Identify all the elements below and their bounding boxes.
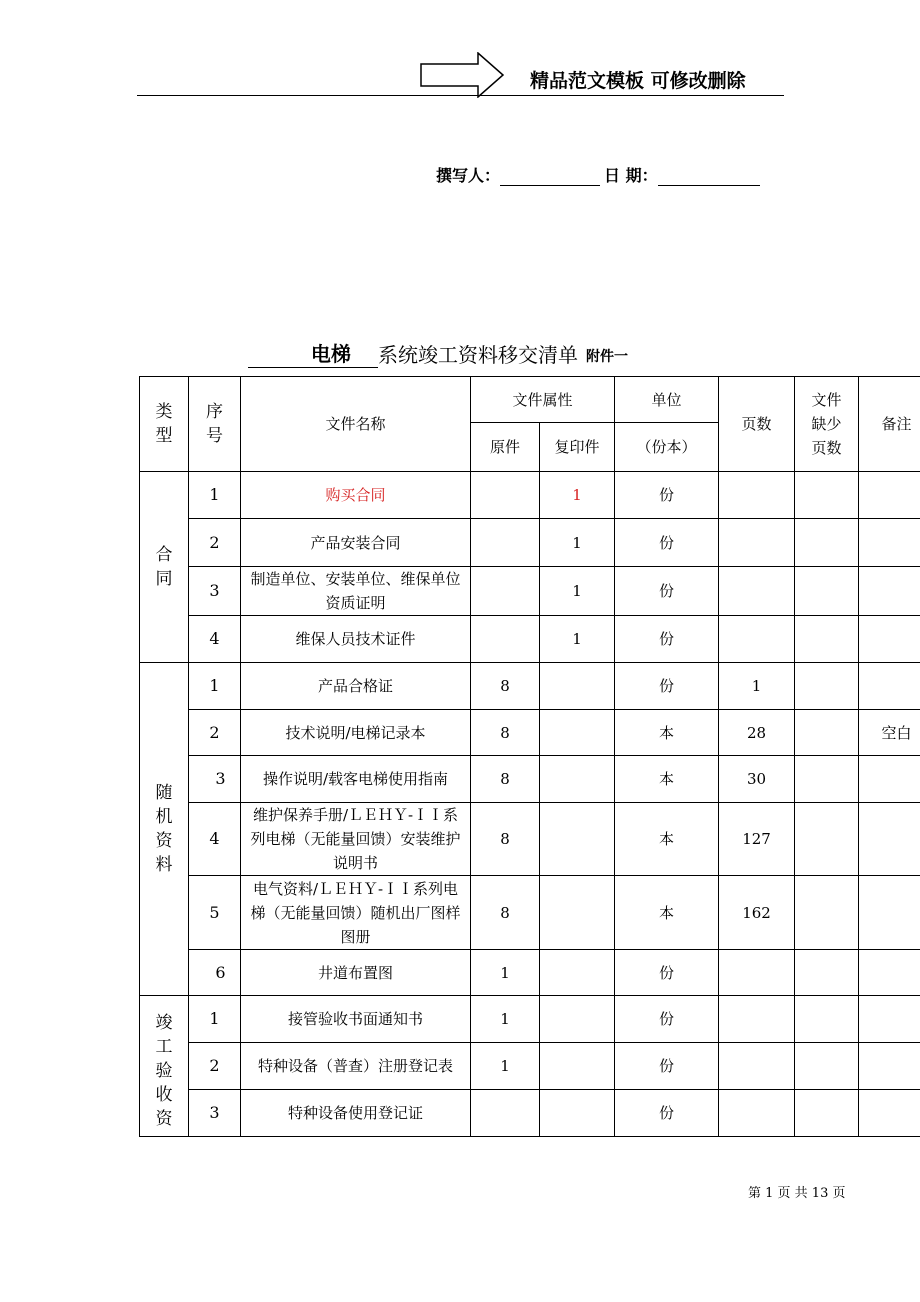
name-cell: 技术说明/电梯记录本 — [241, 710, 471, 756]
unit-cell: 本 — [615, 710, 719, 756]
pages-cell: 127 — [719, 803, 795, 876]
name-cell: 接管验收书面通知书 — [241, 996, 471, 1043]
pages-cell: 162 — [719, 876, 795, 950]
table-row — [140, 567, 920, 616]
original-cell — [471, 472, 540, 519]
name-cell: 产品安装合同 — [241, 519, 471, 567]
pages-cell — [719, 950, 795, 996]
remark-cell — [859, 567, 920, 616]
seq-cell: 1 — [189, 472, 241, 519]
name-cell: 电气资料/ＬＥＨＹ-ＩＩ系列电梯（无能量回馈）随机出厂图样图册 — [241, 876, 471, 950]
seq-cell: 3 — [189, 1090, 241, 1137]
table-row — [140, 756, 920, 803]
missing-cell — [795, 616, 859, 663]
missing-cell — [795, 663, 859, 710]
seq-cell: 1 — [189, 663, 241, 710]
title-prefix-underline — [248, 338, 378, 368]
pages-cell: 1 — [719, 663, 795, 710]
unit-cell: 份 — [615, 996, 719, 1043]
header-banner: 精品范文模板 可修改删除 — [530, 70, 746, 92]
pages-cell: 30 — [719, 756, 795, 803]
seq-cell: 4 — [189, 803, 241, 876]
copy-cell — [540, 1043, 615, 1090]
original-cell: 8 — [471, 803, 540, 876]
table-row — [140, 1043, 920, 1090]
title-suffix: 附件一 — [586, 349, 628, 365]
missing-cell — [795, 996, 859, 1043]
original-cell — [471, 567, 540, 616]
copy-cell — [540, 950, 615, 996]
category-label: 合同 — [155, 545, 173, 589]
seq-cell: 2 — [189, 1043, 241, 1090]
original-cell — [471, 1090, 540, 1137]
copy-cell — [540, 996, 615, 1043]
missing-cell — [795, 756, 859, 803]
header-remark: 备注 — [859, 377, 920, 472]
missing-cell — [795, 950, 859, 996]
remark-cell — [859, 756, 920, 803]
unit-cell: 份 — [615, 519, 719, 567]
original-cell: 8 — [471, 756, 540, 803]
copy-cell — [540, 710, 615, 756]
category-label: 随机资料 — [155, 783, 173, 875]
table-row — [140, 710, 920, 756]
missing-cell — [795, 1090, 859, 1137]
seq-cell: 3 — [189, 756, 241, 803]
copy-cell: 1 — [540, 519, 615, 567]
seq-cell: 6 — [189, 950, 241, 996]
page-footer: 第 1 页 共 13 页 — [748, 1186, 846, 1201]
header-unit: 单位 — [615, 377, 719, 423]
seq-cell: 1 — [189, 996, 241, 1043]
header-copy: 复印件 — [540, 423, 615, 472]
name-cell: 井道布置图 — [241, 950, 471, 996]
table-row — [140, 519, 920, 567]
pages-cell: 28 — [719, 710, 795, 756]
header-original: 原件 — [471, 423, 540, 472]
header-category: 类型 — [140, 377, 189, 472]
category-label: 竣工验收资 — [155, 1013, 173, 1129]
original-cell: 1 — [471, 950, 540, 996]
copy-cell: 1 — [540, 567, 615, 616]
name-cell: 特种设备（普查）注册登记表 — [241, 1043, 471, 1090]
missing-cell — [795, 710, 859, 756]
unit-cell: 份 — [615, 567, 719, 616]
original-cell: 8 — [471, 663, 540, 710]
transfer-list-table — [139, 376, 920, 1137]
pages-cell — [719, 472, 795, 519]
table-row — [140, 950, 920, 996]
original-cell — [471, 616, 540, 663]
name-cell: 特种设备使用登记证 — [241, 1090, 471, 1137]
remark-cell — [859, 803, 920, 876]
table-row — [140, 472, 920, 519]
header-seq: 序号 — [189, 377, 241, 472]
remark-cell — [859, 616, 920, 663]
original-cell: 1 — [471, 1043, 540, 1090]
seq-cell: 4 — [189, 616, 241, 663]
original-cell: 8 — [471, 710, 540, 756]
unit-cell: 份 — [615, 1043, 719, 1090]
header-row-1 — [140, 377, 920, 423]
author-label: 撰写人： — [436, 166, 501, 185]
remark-cell — [859, 472, 920, 519]
missing-cell — [795, 567, 859, 616]
original-cell — [471, 519, 540, 567]
title-main: 系统竣工资料移交清单 — [378, 343, 578, 367]
unit-cell: 份 — [615, 616, 719, 663]
seq-cell: 5 — [189, 876, 241, 950]
document-title — [248, 338, 628, 368]
table-row — [140, 616, 920, 663]
pages-cell — [719, 1090, 795, 1137]
arrow-right-icon — [420, 52, 504, 98]
category-cell — [140, 472, 189, 663]
header-unit-sub: （份本） — [615, 423, 719, 472]
table-row — [140, 876, 920, 950]
category-cell — [140, 663, 189, 996]
pages-cell — [719, 1043, 795, 1090]
remark-cell — [859, 950, 920, 996]
name-cell: 购买合同 — [241, 472, 471, 519]
unit-cell: 本 — [615, 803, 719, 876]
copy-cell — [540, 803, 615, 876]
table-row — [140, 803, 920, 876]
name-cell: 操作说明/载客电梯使用指南 — [241, 756, 471, 803]
header-missing: 文件缺少页数 — [795, 377, 859, 472]
header-name: 文件名称 — [241, 377, 471, 472]
remark-cell — [859, 876, 920, 950]
missing-cell — [795, 876, 859, 950]
table-row — [140, 663, 920, 710]
name-cell: 制造单位、安装单位、维保单位资质证明 — [241, 567, 471, 616]
remark-cell — [859, 519, 920, 567]
table-row — [140, 1090, 920, 1137]
pages-cell — [719, 996, 795, 1043]
remark-cell — [859, 1043, 920, 1090]
remark-cell — [859, 996, 920, 1043]
copy-cell: 1 — [540, 616, 615, 663]
copy-cell — [540, 1090, 615, 1137]
unit-cell: 本 — [615, 876, 719, 950]
copy-cell — [540, 876, 615, 950]
copy-cell — [540, 756, 615, 803]
unit-cell: 份 — [615, 663, 719, 710]
author-date-line — [436, 160, 760, 186]
original-cell: 8 — [471, 876, 540, 950]
header-pages: 页数 — [719, 377, 795, 472]
author-blank — [500, 165, 600, 186]
title-prefix: 电梯 — [310, 342, 351, 366]
name-cell: 维护保养手册/ＬＥＨＹ-ＩＩ系列电梯（无能量回馈）安装维护说明书 — [241, 803, 471, 876]
copy-cell — [540, 663, 615, 710]
header-attr: 文件属性 — [471, 377, 615, 423]
date-label: 日 期： — [604, 166, 658, 185]
seq-cell: 3 — [189, 567, 241, 616]
pages-cell — [719, 567, 795, 616]
missing-cell — [795, 1043, 859, 1090]
date-blank — [658, 165, 760, 186]
pages-cell — [719, 519, 795, 567]
missing-cell — [795, 472, 859, 519]
seq-cell: 2 — [189, 710, 241, 756]
copy-cell: 1 — [540, 472, 615, 519]
unit-cell: 份 — [615, 472, 719, 519]
remark-cell — [859, 1090, 920, 1137]
unit-cell: 本 — [615, 756, 719, 803]
missing-cell — [795, 519, 859, 567]
table-row — [140, 996, 920, 1043]
name-cell: 维保人员技术证件 — [241, 616, 471, 663]
pages-cell — [719, 616, 795, 663]
remark-cell: 空白 — [859, 710, 920, 756]
category-cell — [140, 996, 189, 1137]
remark-cell — [859, 663, 920, 710]
name-cell: 产品合格证 — [241, 663, 471, 710]
unit-cell: 份 — [615, 1090, 719, 1137]
unit-cell: 份 — [615, 950, 719, 996]
seq-cell: 2 — [189, 519, 241, 567]
original-cell: 1 — [471, 996, 540, 1043]
missing-cell — [795, 803, 859, 876]
